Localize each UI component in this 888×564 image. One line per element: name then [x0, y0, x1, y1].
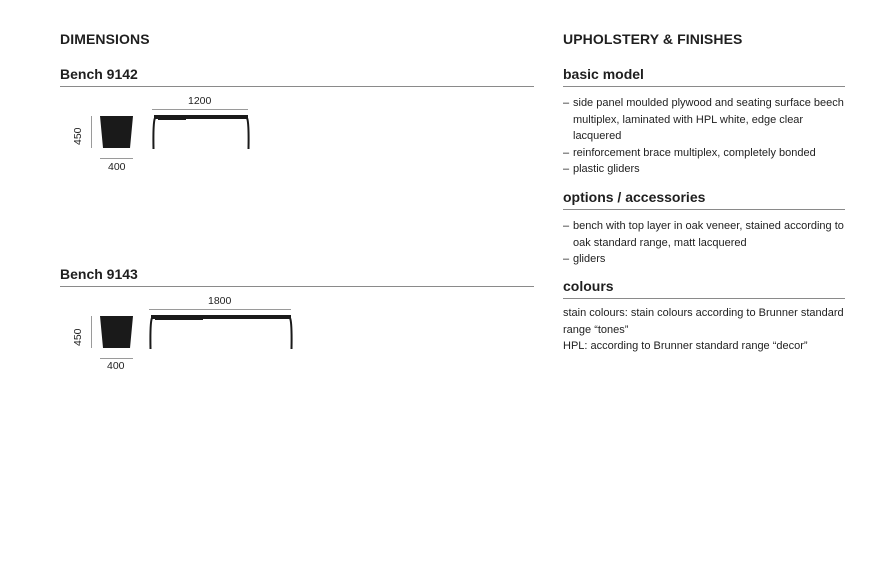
bench-9142-front-view [152, 114, 250, 150]
bench-9143-title: Bench 9143 [60, 265, 534, 287]
bench-9143-length-label: 1800 [208, 295, 232, 307]
colours-text [563, 305, 845, 355]
bench-9143-depth-line [100, 358, 133, 359]
list-item: – side panel moulded plywood and seating surface beech multiplex, laminated with HPL white, edge clear lacquered [563, 97, 844, 142]
bench-9142-length-line [152, 109, 248, 110]
basic-model-list [563, 95, 845, 178]
bench-9142-height-label: 450 [72, 127, 84, 145]
bench-9143-front-view [149, 314, 293, 350]
options-section [563, 188, 845, 268]
colours-section [563, 277, 845, 355]
bench-9143-length-line [149, 309, 291, 310]
bench-9142-block [60, 65, 534, 177]
bench-9142-depth-line [100, 158, 133, 159]
dimensions-heading: DIMENSIONS [60, 31, 150, 47]
list-item: – bench with top layer in oak veneer, stained according to oak standard range, matt lacquered [563, 220, 844, 249]
colours-line-stain: stain colours: stain colours according to Brunner standard range “tones” [563, 307, 844, 336]
bench-9143-drawings [60, 287, 534, 377]
bench-9143-depth-label: 400 [107, 360, 125, 372]
list-item: – gliders [563, 253, 606, 265]
bench-9142-side-view [100, 115, 134, 149]
bench-9143-height-label: 450 [72, 328, 84, 346]
basic-model-title: basic model [563, 65, 845, 87]
bench-9142-drawings [60, 87, 534, 177]
bench-9143-height-line [91, 316, 92, 348]
bench-9142-length-label: 1200 [188, 95, 212, 107]
dimensions-column [60, 30, 534, 372]
list-item: – reinforcement brace multiplex, completely bonded [563, 146, 816, 159]
bench-9143-block [60, 265, 534, 377]
bench-9142-title: Bench 9142 [60, 65, 534, 87]
upholstery-column [563, 30, 845, 352]
list-item: – plastic gliders [563, 163, 640, 175]
options-list [563, 218, 845, 268]
colours-title: colours [563, 277, 845, 299]
bench-9143-side-view [100, 315, 134, 349]
basic-model-section [563, 65, 845, 178]
options-title: options / accessories [563, 188, 845, 210]
colours-line-hpl: HPL: according to Brunner standard range “decor” [563, 340, 808, 352]
bench-9142-height-line [91, 116, 92, 148]
upholstery-heading: UPHOLSTERY & FINISHES [563, 31, 743, 47]
bench-9142-depth-label: 400 [108, 161, 126, 173]
